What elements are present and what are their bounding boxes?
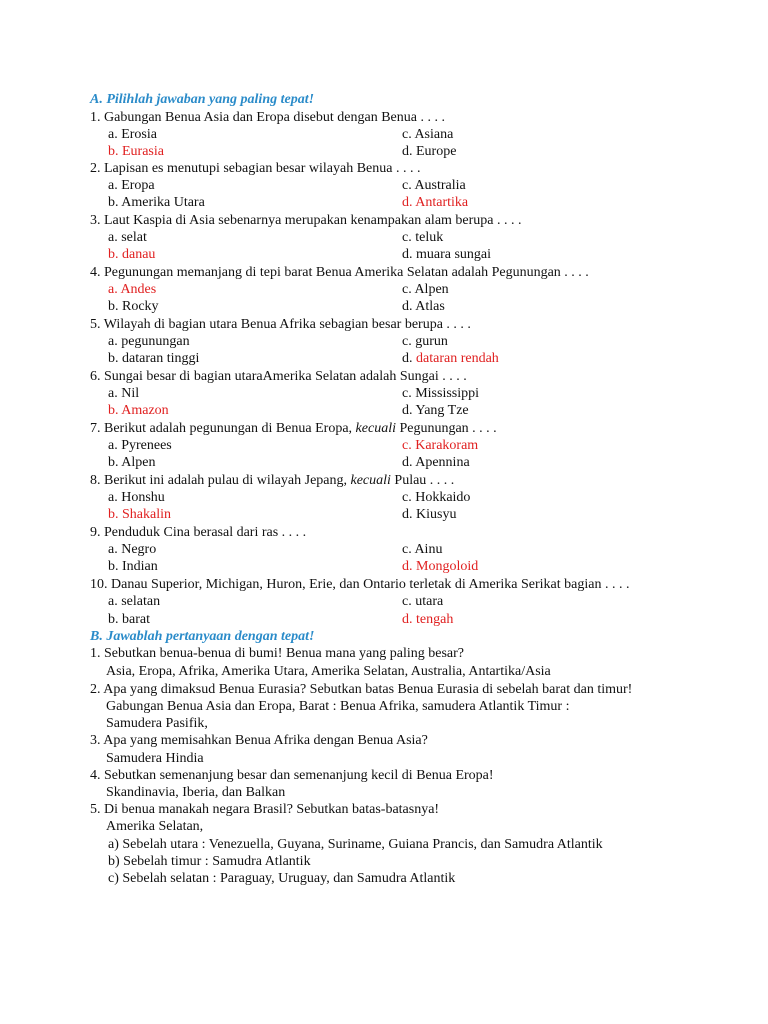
section-a-heading: A. Pilihlah jawaban yang paling tepat! <box>90 92 315 107</box>
q10-option-c: c. utara <box>402 594 444 609</box>
q7-text-after: Pegunungan . . . . <box>395 421 497 436</box>
q2-option-b: b. Amerika Utara <box>108 195 205 210</box>
q8-option-d: d. Kiusyu <box>402 507 457 522</box>
q2-option-c: c. Australia <box>402 178 466 193</box>
q7-text-before: 7. Berikut adalah pegunungan di Benua Eropa, <box>90 421 356 436</box>
q6-option-b-correct: b. Amazon <box>108 403 169 418</box>
essay-question-3: 3. Apa yang memisahkan Benua Afrika dengan Benua Asia? <box>90 733 428 748</box>
q9-option-b: b. Indian <box>108 559 158 574</box>
q5-option-c: c. gurun <box>402 334 448 349</box>
q3-option-c: c. teluk <box>402 230 444 245</box>
q6-option-c: c. Mississippi <box>402 386 480 401</box>
q8-option-a: a. Honshu <box>108 490 165 505</box>
q8-text-after: Pulau . . . . <box>390 473 455 488</box>
essay-answer-3: Samudera Hindia <box>106 751 204 766</box>
q1-option-a: a. Erosia <box>108 127 157 142</box>
q6-option-d: d. Yang Tze <box>402 403 469 418</box>
question-3: 3. Laut Kaspia di Asia sebenarnya merupakan kenampakan alam berupa . . . . <box>90 213 522 228</box>
essay-question-2: 2. Apa yang dimaksud Benua Eurasia? Sebutkan batas Benua Eurasia di sebelah barat dan timur! <box>90 682 633 697</box>
q9-option-c: c. Ainu <box>402 542 443 557</box>
q10-option-a: a. selatan <box>108 594 161 609</box>
q3-option-b-correct: b. danau <box>108 247 156 262</box>
q7-text-italic: kecuali <box>355 421 396 436</box>
q8-text-italic: kecuali <box>350 473 391 488</box>
q10-option-d-correct: d. tengah <box>402 612 454 627</box>
section-b-heading: B. Jawablah pertanyaan dengan tepat! <box>90 629 315 644</box>
q1-option-b-correct: b. Eurasia <box>108 144 164 159</box>
q1-option-d: d. Europe <box>402 144 457 159</box>
essay-answer-4: Skandinavia, Iberia, dan Balkan <box>106 785 286 800</box>
q4-option-b: b. Rocky <box>108 299 159 314</box>
q10-option-b: b. barat <box>108 612 150 627</box>
essay-question-4: 4. Sebutkan semenanjung besar dan semenanjung kecil di Benua Eropa! <box>90 768 494 783</box>
q8-option-c: c. Hokkaido <box>402 490 471 505</box>
q5-option-d <box>402 350 499 367</box>
q8-text-before: 8. Berikut ini adalah pulau di wilayah Jepang, <box>90 473 351 488</box>
question-2: 2. Lapisan es menutupi sebagian besar wilayah Benua . . . . <box>90 161 421 176</box>
question-6: 6. Sungai besar di bagian utaraAmerika Selatan adalah Sungai . . . . <box>90 369 467 384</box>
q7-option-a: a. Pyrenees <box>108 438 172 453</box>
essay-answer-5-line-4: c) Sebelah selatan : Paraguay, Uruguay, dan Samudra Atlantik <box>108 871 456 886</box>
q2-option-d-correct: d. Antartika <box>402 195 469 210</box>
q2-option-a: a. Eropa <box>108 178 155 193</box>
question-7 <box>90 420 497 437</box>
essay-answer-5-line-2: a) Sebelah utara : Venezuella, Guyana, Suriname, Guiana Prancis, dan Samudra Atlantik <box>108 837 603 852</box>
question-10: 10. Danau Superior, Michigan, Huron, Erie, dan Ontario terletak di Amerika Serikat bagian . . . . <box>90 577 630 592</box>
essay-answer-5-line-3: b) Sebelah timur : Samudra Atlantik <box>108 854 311 869</box>
question-8 <box>90 472 454 489</box>
essay-answer-5-line-1: Amerika Selatan, <box>106 819 204 834</box>
q6-option-a: a. Nil <box>108 386 140 401</box>
question-1: 1. Gabungan Benua Asia dan Eropa disebut dengan Benua . . . . <box>90 110 445 125</box>
question-4: 4. Pegunungan memanjang di tepi barat Benua Amerika Selatan adalah Pegunungan . . . . <box>90 265 589 280</box>
essay-question-5: 5. Di benua manakah negara Brasil? Sebutkan batas-batasnya! <box>90 802 440 817</box>
q1-option-c: c. Asiana <box>402 127 454 142</box>
q4-option-d: d. Atlas <box>402 299 445 314</box>
essay-question-1: 1. Sebutkan benua-benua di bumi! Benua mana yang paling besar? <box>90 646 464 661</box>
q5-option-b: b. dataran tinggi <box>108 351 200 366</box>
q9-option-d-correct: d. Mongoloid <box>402 559 479 574</box>
essay-answer-2-line-1: Gabungan Benua Asia dan Eropa, Barat : Benua Afrika, samudera Atlantik Timur : <box>106 699 570 714</box>
q7-option-c-correct: c. Karakoram <box>402 438 479 453</box>
q8-option-b-correct: b. Shakalin <box>108 507 171 522</box>
q9-option-a: a. Negro <box>108 542 157 557</box>
q4-option-a-correct: a. Andes <box>108 282 157 297</box>
q3-option-d: d. muara sungai <box>402 247 492 262</box>
q4-option-c: c. Alpen <box>402 282 449 297</box>
q3-option-a: a. selat <box>108 230 147 245</box>
question-9: 9. Penduduk Cina berasal dari ras . . . . <box>90 525 307 540</box>
q5-option-d-correct: dataran rendah <box>416 351 499 366</box>
essay-answer-1: Asia, Eropa, Afrika, Amerika Utara, Amerika Selatan, Australia, Antartika/Asia <box>106 664 551 679</box>
q7-option-b: b. Alpen <box>108 455 156 470</box>
question-5: 5. Wilayah di bagian utara Benua Afrika sebagian besar berupa . . . . <box>90 317 471 332</box>
q5-option-d-prefix: d. <box>402 351 416 366</box>
q7-option-d: d. Apennina <box>402 455 470 470</box>
essay-answer-2-line-2: Samudera Pasifik, <box>106 716 208 731</box>
q5-option-a: a. pegunungan <box>108 334 190 349</box>
